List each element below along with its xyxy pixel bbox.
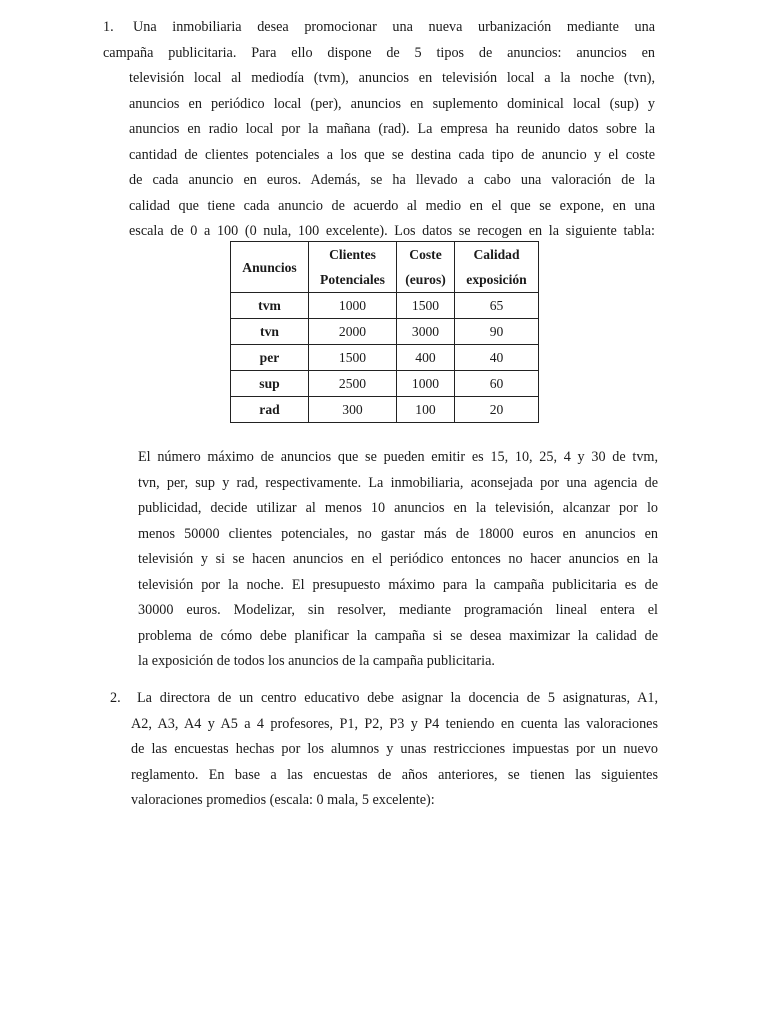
question-2-number: 2. xyxy=(110,690,121,706)
header-calidad: Calidad exposición xyxy=(455,242,539,293)
table-row xyxy=(231,397,539,423)
intro-line: anuncios en periódico local (per), anuncios en suplemento dominical local (sup) y xyxy=(129,95,655,112)
table-cell: 60 xyxy=(455,371,539,397)
intro-line: anuncios en radio local por la mañana (rad). La empresa ha reunido datos sobre la xyxy=(129,121,655,137)
question-1-intro xyxy=(103,15,655,66)
table-cell: 90 xyxy=(455,319,539,345)
table-row xyxy=(231,319,539,345)
question-1-number: 1. xyxy=(103,19,114,35)
body-line: publicidad, decide utilizar al menos 10 anuncios en la televisión, alcanzar por lo xyxy=(138,500,658,516)
table-cell: 300 xyxy=(309,397,397,423)
table-cell: 1000 xyxy=(309,293,397,319)
table-cell: 65 xyxy=(455,293,539,319)
header-coste: Coste (euros) xyxy=(397,242,455,293)
body-line: El número máximo de anuncios que se pueden emitir es 15, 10, 25, 4 y 30 de tvm, xyxy=(138,449,658,465)
q2-line: de las encuestas hechas por los alumnos y unas restricciones impuestas por un nuevo xyxy=(131,741,658,757)
table-cell: 3000 xyxy=(397,319,455,345)
q2-line: reglamento. En base a las encuestas de años anteriores, se tienen las siguientes xyxy=(131,766,658,783)
table-cell: 1500 xyxy=(397,293,455,319)
body-line: la exposición de todos los anuncios de la campaña publicitaria. xyxy=(138,653,495,669)
header-clientes: Clientes Potenciales xyxy=(309,242,397,293)
row-label: sup xyxy=(231,371,309,397)
table-cell: 2500 xyxy=(309,371,397,397)
table-cell: 400 xyxy=(397,345,455,371)
intro-line: televisión local al mediodía (tvm), anuncios en televisión local a la noche (tvn), xyxy=(129,70,655,86)
table-cell: 40 xyxy=(455,345,539,371)
intro-line: campaña publicitaria. Para ello dispone de 5 tipos de anuncios: anuncios en xyxy=(103,44,655,61)
body-line: televisión y si se hacen anuncios en el periódico entonces no hacer anuncios en la xyxy=(138,551,658,567)
body-line: 30000 euros. Modelizar, sin resolver, mediante programación lineal entera el xyxy=(138,602,658,618)
question-1-body xyxy=(138,445,658,675)
advertising-data-table xyxy=(230,241,539,423)
table-row xyxy=(231,345,539,371)
table-row xyxy=(231,293,539,319)
table-header-row xyxy=(231,242,539,293)
intro-line: Una inmobiliaria desea promocionar una nueva urbanización mediante una xyxy=(133,19,655,35)
row-label: rad xyxy=(231,397,309,423)
intro-line: calidad que tiene cada anuncio de acuerdo al medio en el que se expone, en una xyxy=(129,197,655,214)
row-label: tvm xyxy=(231,293,309,319)
table-cell: 2000 xyxy=(309,319,397,345)
body-line: problema de cómo debe planificar la campaña si se desea maximizar la calidad de xyxy=(138,627,658,644)
intro-line: cantidad de clientes potenciales a los que se destina cada tipo de anuncio y el coste xyxy=(129,146,655,163)
table-row xyxy=(231,371,539,397)
body-line: menos 50000 clientes potenciales, no gastar más de 18000 euros en anuncios en xyxy=(138,525,658,542)
header-anuncios: Anuncios xyxy=(231,242,309,293)
table-cell: 20 xyxy=(455,397,539,423)
question-1-intro-indented xyxy=(129,66,655,245)
body-line: televisión por la noche. El presupuesto máximo para la campaña publicitaria es de xyxy=(138,576,658,593)
table-cell: 1000 xyxy=(397,371,455,397)
table-cell: 100 xyxy=(397,397,455,423)
q2-line: La directora de un centro educativo debe asignar la docencia de 5 asignaturas, A1, xyxy=(137,690,658,706)
row-label: tvn xyxy=(231,319,309,345)
question-2-text xyxy=(131,686,658,814)
q2-line: valoraciones promedios (escala: 0 mala, 5 excelente): xyxy=(131,792,435,808)
body-line: tvn, per, sup y rad, respectivamente. La inmobiliaria, aconsejada por una agencia de xyxy=(138,474,658,491)
q2-line: A2, A3, A4 y A5 a 4 profesores, P1, P2, P3 y P4 teniendo en cuenta las valoraciones xyxy=(131,715,658,732)
table-cell: 1500 xyxy=(309,345,397,371)
intro-line: escala de 0 a 100 (0 nula, 100 excelente). Los datos se recogen en la siguiente tabla: xyxy=(129,223,655,239)
row-label: per xyxy=(231,345,309,371)
intro-line: de cada anuncio en euros. Además, se ha llevado a cabo una valoración de la xyxy=(129,172,655,188)
